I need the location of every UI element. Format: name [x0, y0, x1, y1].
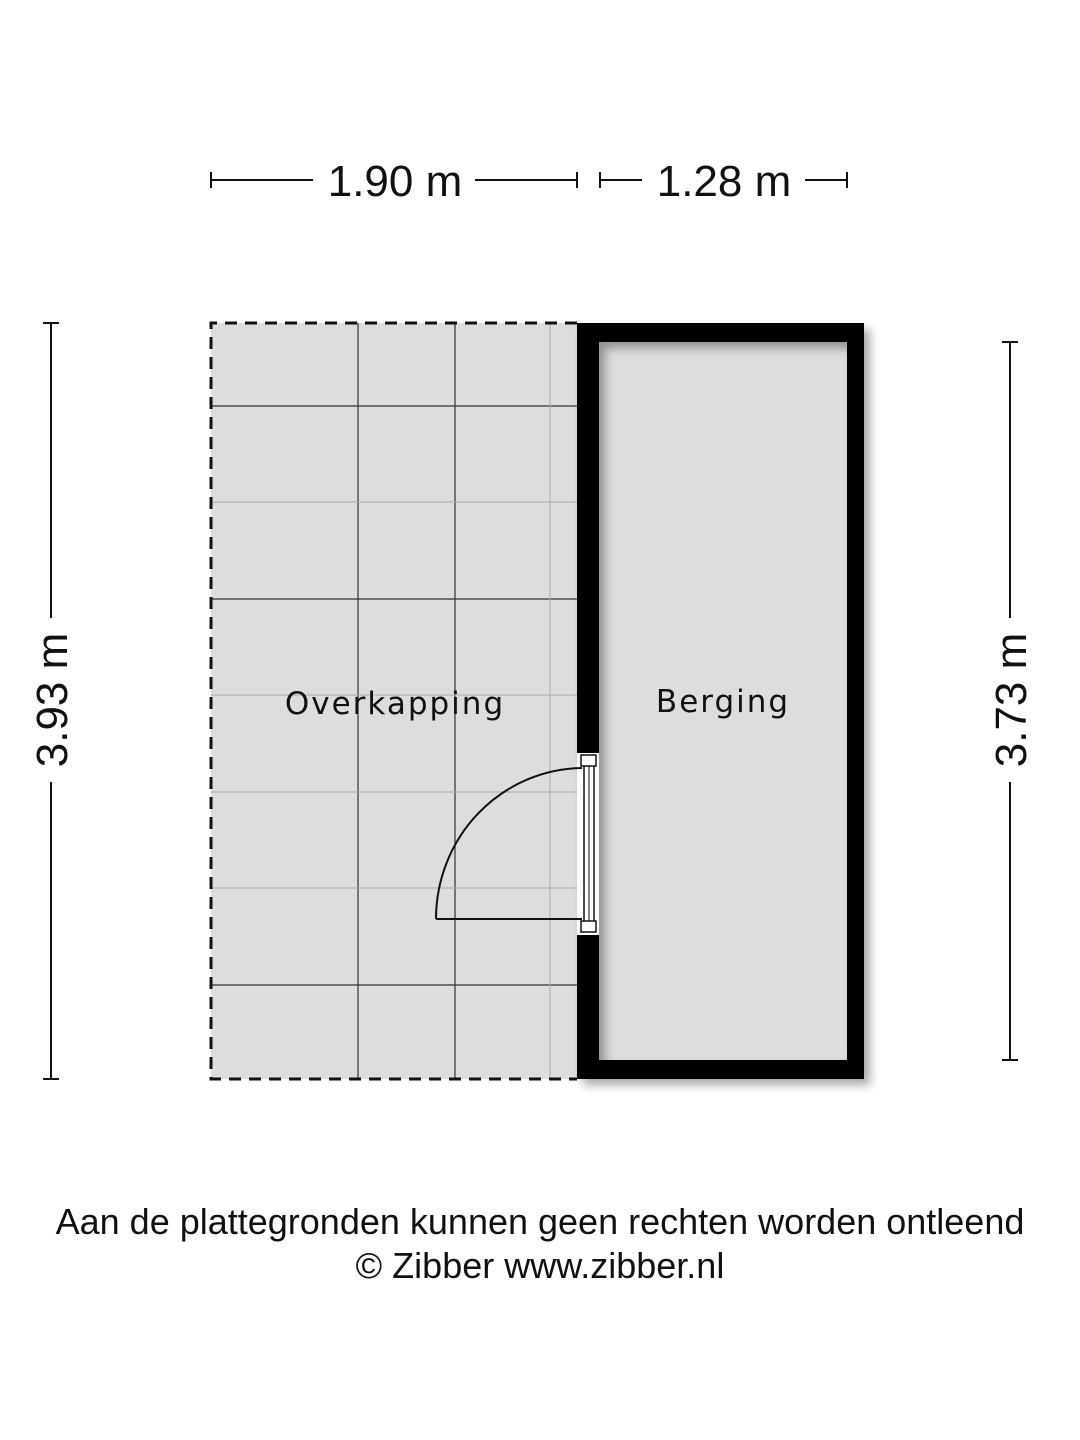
dimension-label-top-left: 1.90 m	[327, 157, 463, 206]
room-overkapping	[211, 323, 583, 1079]
dimension-label-left: 3.93 m	[28, 632, 77, 768]
dimension-right	[987, 342, 1036, 1060]
disclaimer-text: Aan de plattegronden kunnen geen rechten worden ontleend	[55, 1201, 1025, 1242]
dimension-top-left	[211, 157, 577, 206]
dimension-label-top-right: 1.28 m	[656, 157, 792, 206]
room-berging	[577, 323, 864, 1079]
dimension-label-right: 3.73 m	[987, 632, 1036, 768]
dimension-left	[28, 323, 77, 1079]
dimension-top-right	[600, 157, 847, 206]
room-label-berging: Berging	[655, 684, 791, 720]
room-label-overkapping: Overkapping	[284, 686, 506, 722]
copyright-text: © Zibber www.zibber.nl	[355, 1245, 725, 1286]
